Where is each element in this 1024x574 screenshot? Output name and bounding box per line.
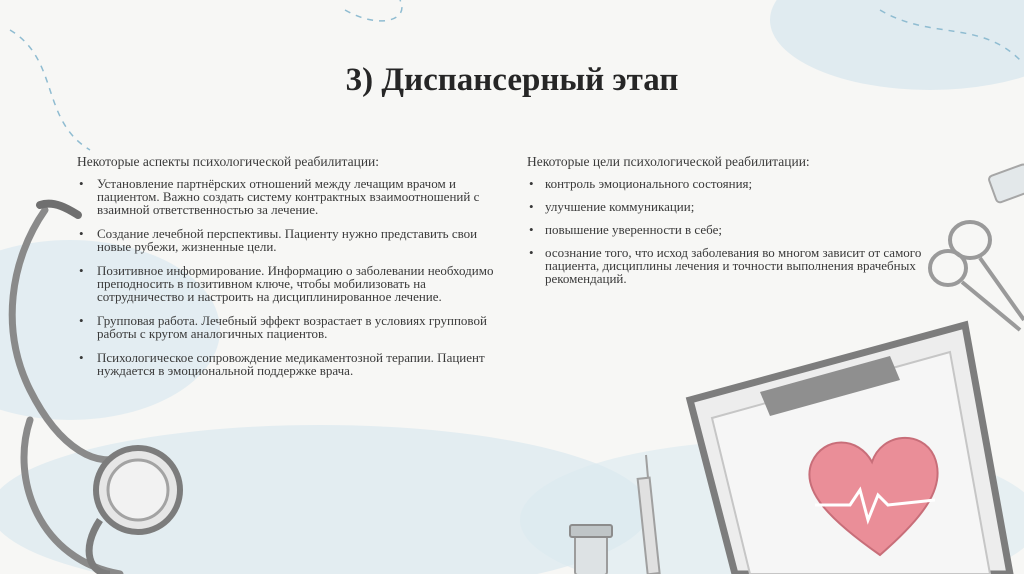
pill-bottle-icon xyxy=(988,163,1024,203)
list-item: • улучшение коммуникации; xyxy=(527,200,957,213)
aspects-list xyxy=(77,177,497,377)
vial-icon xyxy=(570,525,612,574)
list-item: • Групповая работа. Лечебный эффект возрастает в условиях групповой работы с кругом аналогичных пациентов. xyxy=(77,314,497,340)
aspects-column xyxy=(77,155,497,388)
list-item: • осознание того, что исход заболевания во многом зависит от самого пациента, дисциплины лечения и точности выполнения врачебных рекомендаций. xyxy=(527,246,957,285)
slide-title: 3) Диспансерный этап xyxy=(345,62,679,98)
list-item: • Психологическое сопровождение медикаментозной терапии. Пациент нуждается в эмоциональной поддержке врача. xyxy=(77,351,497,377)
goals-list xyxy=(527,177,957,285)
list-item: • контроль эмоционального состояния; xyxy=(527,177,957,190)
aspects-heading: Некоторые аспекты психологической реабилитации: xyxy=(77,154,380,169)
dashed-curve-top xyxy=(345,0,402,21)
goals-column xyxy=(527,155,957,295)
list-item: • Позитивное информирование. Информацию о заболевании необходимо преподносить в позитивном ключе, чтобы мобилизовать на сотрудничество и настроить на дисциплинированное лечение. xyxy=(77,264,497,303)
list-item: • повышение уверенности в себе; xyxy=(527,223,957,236)
list-item: • Создание лечебной перспективы. Пациенту нужно представить свои новые рубежи, жизненные цели. xyxy=(77,227,497,253)
goals-heading: Некоторые цели психологической реабилитации: xyxy=(527,154,810,169)
list-item: • Установление партнёрских отношений между лечащим врачом и пациентом. Важно создать систему контрактных взаимоотношений с взаимной ответственностью за лечение. xyxy=(77,177,497,216)
